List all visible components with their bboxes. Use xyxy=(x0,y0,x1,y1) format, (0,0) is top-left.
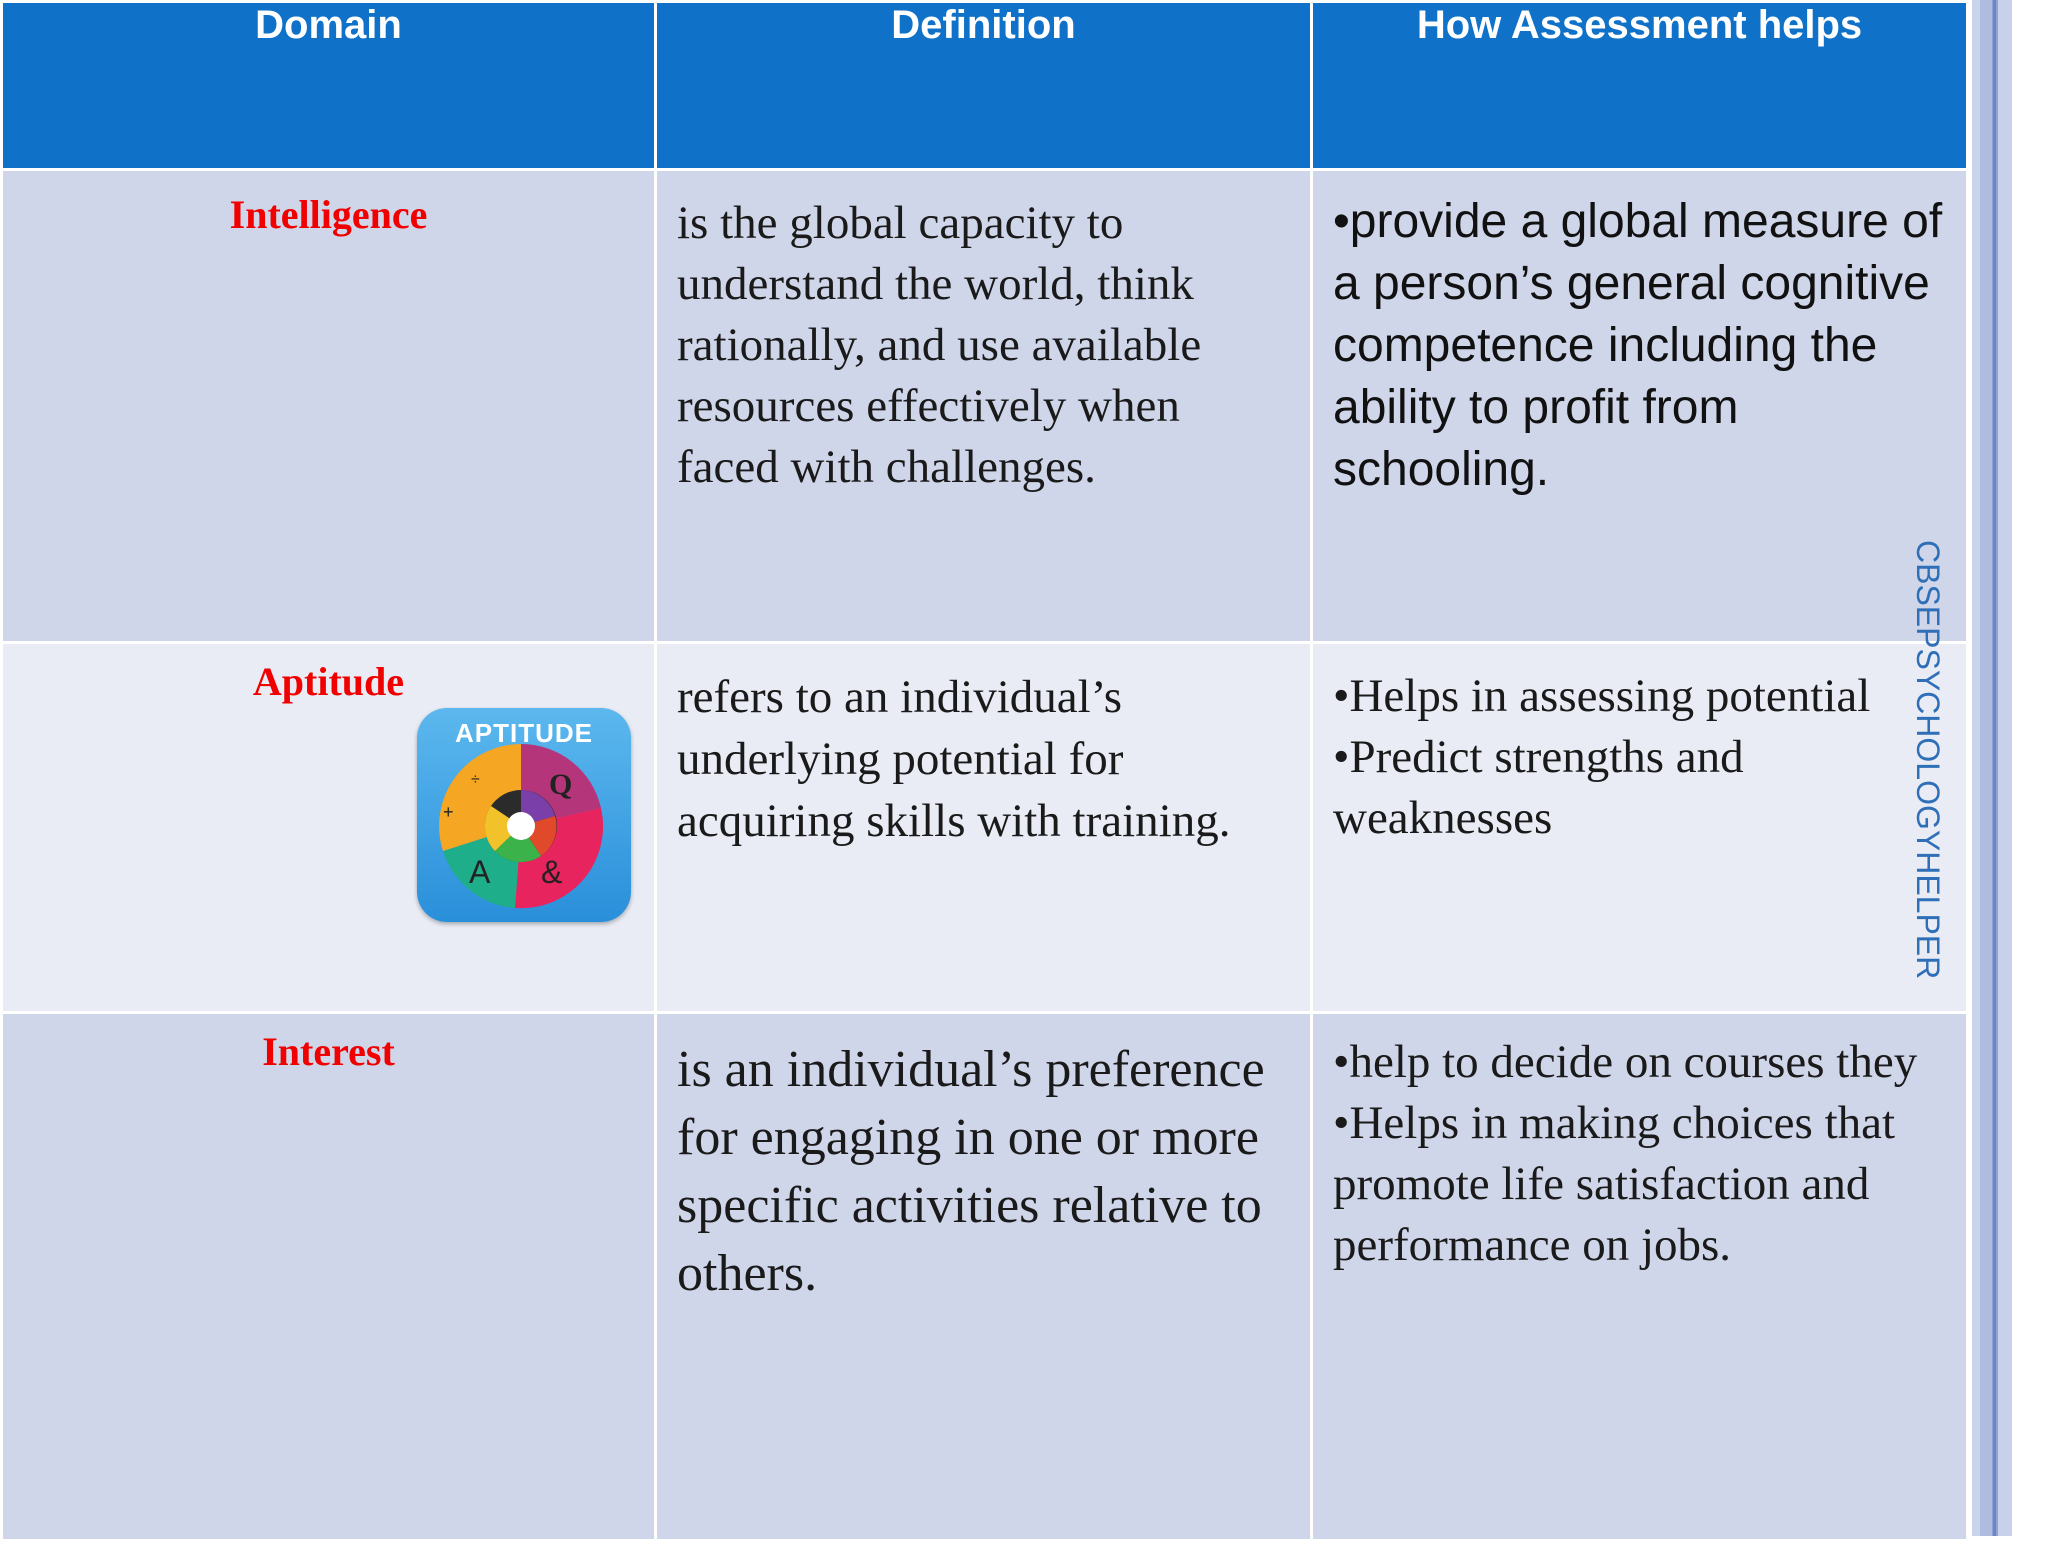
side-decoration-strip xyxy=(1972,0,2048,1536)
definition-text: refers to an individual’s underlying potential for acquiring skills with training. xyxy=(677,671,1231,847)
domain-label: Interest xyxy=(262,1029,395,1074)
how-text xyxy=(1313,171,1966,501)
domain-cell xyxy=(2,1013,656,1541)
domain-cell xyxy=(2,170,656,643)
table-header-row xyxy=(2,2,1968,170)
watermark-text: CBSEPSYCHOLOGYHELPER xyxy=(1910,540,1946,980)
how-item: •Helps in assessing potential xyxy=(1333,670,1871,722)
aptitude-glyph-q: Q xyxy=(549,768,573,801)
definition-cell xyxy=(656,643,1312,1013)
aptitude-icon-title: APTITUDE xyxy=(455,718,593,748)
definition-cell xyxy=(656,170,1312,643)
definition-text: is an individual’s preference for engaging in one or more specific activities relative to others. xyxy=(677,1041,1265,1302)
how-item: •help to decide on courses they xyxy=(1333,1036,1918,1088)
header-how-assessment-helps: How Assessment helps xyxy=(1312,2,1968,170)
aptitude-glyph-a: A xyxy=(469,854,491,890)
header-domain: Domain xyxy=(2,2,656,170)
domain-label: Intelligence xyxy=(229,192,428,237)
table-row-interest xyxy=(2,1013,1968,1541)
aptitude-app-icon xyxy=(417,708,631,922)
table-row-intelligence xyxy=(2,170,1968,643)
side-decoration-line xyxy=(1993,0,1996,1536)
definition-text: is the global capacity to understand the world, think rationally, and use available resources effectively when faced with challenges. xyxy=(677,197,1202,493)
definition-cell xyxy=(656,1013,1312,1541)
how-text xyxy=(1313,1014,1966,1276)
how-item: •provide a global measure of a person’s general cognitive competence including the ability to profit from schooling. xyxy=(1333,195,1943,496)
svg-text:+: + xyxy=(443,802,454,822)
domain-label: Aptitude xyxy=(252,659,405,704)
aptitude-glyph-ampersand: & xyxy=(541,854,563,890)
header-definition: Definition xyxy=(656,2,1312,170)
how-cell xyxy=(1312,643,1968,1013)
how-item: •Predict strengths and weaknesses xyxy=(1333,731,1744,844)
how-item: •Helps in making choices that promote life satisfaction and performance on jobs. xyxy=(1333,1097,1896,1271)
svg-text:÷: ÷ xyxy=(471,771,480,788)
how-cell xyxy=(1312,1013,1968,1541)
table-row-aptitude xyxy=(2,643,1968,1013)
domain-cell xyxy=(2,643,656,1013)
how-cell xyxy=(1312,170,1968,643)
how-text xyxy=(1313,644,1966,849)
